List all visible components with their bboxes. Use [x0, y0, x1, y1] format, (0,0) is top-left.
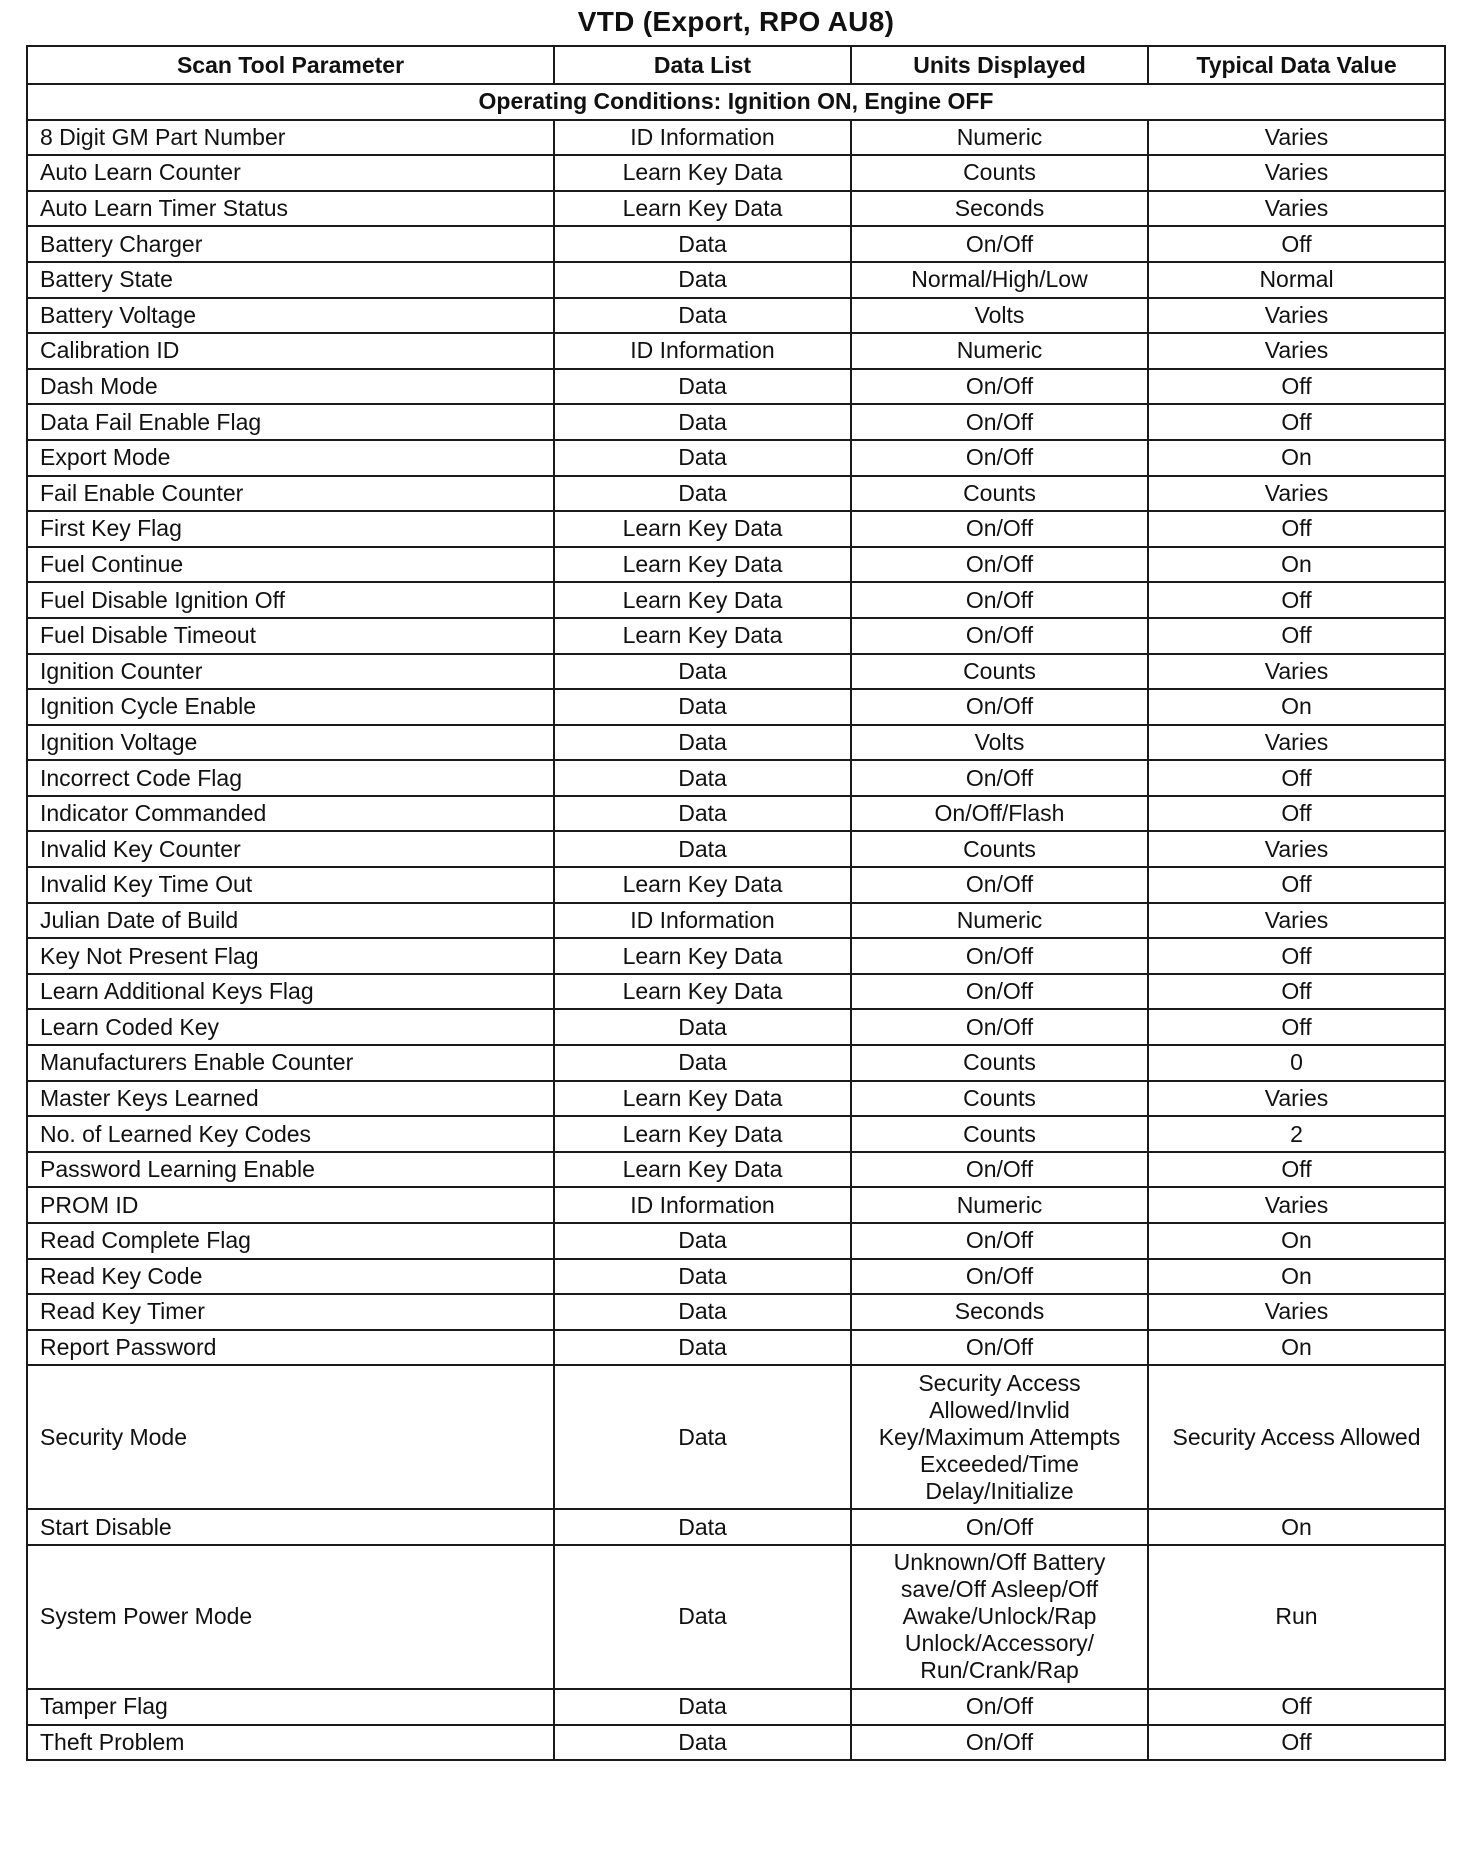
- typical-value-cell: Varies: [1148, 654, 1445, 690]
- data-list-cell: Learn Key Data: [554, 974, 851, 1010]
- parameter-cell: Battery Charger: [27, 226, 554, 262]
- data-list-cell: ID Information: [554, 120, 851, 156]
- units-cell: Counts: [851, 1116, 1148, 1152]
- table-row: [27, 511, 1445, 547]
- units-cell: On/Off: [851, 1259, 1148, 1295]
- data-list-cell: Data: [554, 1509, 851, 1545]
- units-cell: Security Access Allowed/Invlid Key/Maximum Attempts Exceeded/Time Delay/Initialize: [851, 1365, 1148, 1509]
- typical-value-cell: On: [1148, 1509, 1445, 1545]
- table-row: [27, 1725, 1445, 1761]
- typical-value-cell: Off: [1148, 511, 1445, 547]
- data-list-cell: Data: [554, 262, 851, 298]
- units-cell: Counts: [851, 155, 1148, 191]
- units-cell: Numeric: [851, 1187, 1148, 1223]
- table-row: [27, 760, 1445, 796]
- data-list-cell: Data: [554, 1009, 851, 1045]
- header-row: [27, 46, 1445, 84]
- units-cell: On/Off: [851, 1689, 1148, 1725]
- table-row: [27, 547, 1445, 583]
- data-list-cell: Data: [554, 298, 851, 334]
- parameter-cell: Invalid Key Counter: [27, 831, 554, 867]
- data-list-cell: Data: [554, 1545, 851, 1689]
- parameter-cell: Learn Additional Keys Flag: [27, 974, 554, 1010]
- typical-value-cell: Security Access Allowed: [1148, 1365, 1445, 1509]
- typical-value-cell: Off: [1148, 369, 1445, 405]
- data-list-cell: ID Information: [554, 1187, 851, 1223]
- data-list-cell: Data: [554, 1294, 851, 1330]
- operating-conditions-row: [27, 84, 1445, 120]
- table-row: [27, 654, 1445, 690]
- parameter-cell: Auto Learn Counter: [27, 155, 554, 191]
- parameter-cell: Security Mode: [27, 1365, 554, 1509]
- typical-value-cell: Off: [1148, 1152, 1445, 1188]
- data-list-cell: Data: [554, 1330, 851, 1366]
- parameter-cell: Battery Voltage: [27, 298, 554, 334]
- table-row: [27, 1187, 1445, 1223]
- table-row: [27, 796, 1445, 832]
- data-list-cell: Data: [554, 404, 851, 440]
- data-list-cell: Learn Key Data: [554, 867, 851, 903]
- parameter-cell: Manufacturers Enable Counter: [27, 1045, 554, 1081]
- parameter-cell: Tamper Flag: [27, 1689, 554, 1725]
- units-cell: On/Off: [851, 511, 1148, 547]
- header-scan-tool-parameter: Scan Tool Parameter: [27, 46, 554, 84]
- table-row: [27, 689, 1445, 725]
- typical-value-cell: Varies: [1148, 1187, 1445, 1223]
- table-row: [27, 867, 1445, 903]
- data-list-cell: Learn Key Data: [554, 547, 851, 583]
- typical-value-cell: On: [1148, 1223, 1445, 1259]
- typical-value-cell: Varies: [1148, 831, 1445, 867]
- table-row: [27, 1116, 1445, 1152]
- units-cell: On/Off: [851, 582, 1148, 618]
- parameter-cell: Auto Learn Timer Status: [27, 191, 554, 227]
- table-row: [27, 120, 1445, 156]
- data-list-cell: Learn Key Data: [554, 1116, 851, 1152]
- typical-value-cell: On: [1148, 1259, 1445, 1295]
- units-cell: On/Off: [851, 618, 1148, 654]
- table-row: [27, 1009, 1445, 1045]
- typical-value-cell: Varies: [1148, 191, 1445, 227]
- units-cell: On/Off: [851, 760, 1148, 796]
- parameter-cell: Ignition Cycle Enable: [27, 689, 554, 725]
- typical-value-cell: Off: [1148, 1689, 1445, 1725]
- units-cell: Unknown/Off Battery save/Off Asleep/Off Awake/Unlock/Rap Unlock/Accessory/ Run/Crank/Rap: [851, 1545, 1148, 1689]
- table-row: [27, 262, 1445, 298]
- typical-value-cell: Normal: [1148, 262, 1445, 298]
- table-row: [27, 369, 1445, 405]
- typical-value-cell: Varies: [1148, 333, 1445, 369]
- units-cell: On/Off: [851, 1152, 1148, 1188]
- units-cell: On/Off: [851, 867, 1148, 903]
- units-cell: On/Off: [851, 1223, 1148, 1259]
- data-list-cell: Data: [554, 1725, 851, 1761]
- table-row: [27, 938, 1445, 974]
- typical-value-cell: Off: [1148, 582, 1445, 618]
- parameter-cell: Invalid Key Time Out: [27, 867, 554, 903]
- units-cell: Normal/High/Low: [851, 262, 1148, 298]
- data-list-cell: Data: [554, 1365, 851, 1509]
- units-cell: On/Off: [851, 369, 1148, 405]
- parameter-cell: Learn Coded Key: [27, 1009, 554, 1045]
- typical-value-cell: Varies: [1148, 476, 1445, 512]
- units-cell: Seconds: [851, 1294, 1148, 1330]
- typical-value-cell: Varies: [1148, 1294, 1445, 1330]
- typical-value-cell: Off: [1148, 938, 1445, 974]
- data-list-cell: Data: [554, 796, 851, 832]
- units-cell: On/Off: [851, 1009, 1148, 1045]
- data-list-cell: Data: [554, 1689, 851, 1725]
- table-row: [27, 1045, 1445, 1081]
- parameter-cell: Battery State: [27, 262, 554, 298]
- data-list-cell: Learn Key Data: [554, 191, 851, 227]
- units-cell: Numeric: [851, 903, 1148, 939]
- table-row: [27, 831, 1445, 867]
- data-list-cell: Learn Key Data: [554, 582, 851, 618]
- parameter-cell: Password Learning Enable: [27, 1152, 554, 1188]
- typical-value-cell: On: [1148, 1330, 1445, 1366]
- typical-value-cell: Varies: [1148, 725, 1445, 761]
- units-cell: Numeric: [851, 333, 1148, 369]
- units-cell: Counts: [851, 1045, 1148, 1081]
- data-list-cell: Learn Key Data: [554, 618, 851, 654]
- units-cell: On/Off: [851, 547, 1148, 583]
- units-cell: Numeric: [851, 120, 1148, 156]
- parameter-cell: Dash Mode: [27, 369, 554, 405]
- data-list-cell: Learn Key Data: [554, 1081, 851, 1117]
- typical-value-cell: On: [1148, 440, 1445, 476]
- data-list-cell: Data: [554, 654, 851, 690]
- typical-value-cell: 2: [1148, 1116, 1445, 1152]
- parameter-cell: Ignition Voltage: [27, 725, 554, 761]
- parameter-cell: Calibration ID: [27, 333, 554, 369]
- parameter-cell: Read Key Timer: [27, 1294, 554, 1330]
- table-row: [27, 1259, 1445, 1295]
- parameter-cell: Ignition Counter: [27, 654, 554, 690]
- units-cell: Counts: [851, 654, 1148, 690]
- data-list-cell: Learn Key Data: [554, 938, 851, 974]
- parameter-cell: Start Disable: [27, 1509, 554, 1545]
- parameter-cell: Fuel Disable Ignition Off: [27, 582, 554, 618]
- parameter-cell: Theft Problem: [27, 1725, 554, 1761]
- units-cell: On/Off: [851, 440, 1148, 476]
- parameter-cell: Key Not Present Flag: [27, 938, 554, 974]
- units-cell: On/Off: [851, 1725, 1148, 1761]
- table-row: [27, 618, 1445, 654]
- units-cell: On/Off: [851, 974, 1148, 1010]
- typical-value-cell: On: [1148, 547, 1445, 583]
- data-list-cell: Data: [554, 226, 851, 262]
- units-cell: On/Off: [851, 689, 1148, 725]
- parameter-cell: PROM ID: [27, 1187, 554, 1223]
- typical-value-cell: Varies: [1148, 155, 1445, 191]
- parameter-cell: System Power Mode: [27, 1545, 554, 1689]
- units-cell: Counts: [851, 476, 1148, 512]
- parameter-cell: Read Key Code: [27, 1259, 554, 1295]
- table-row: [27, 226, 1445, 262]
- units-cell: On/Off/Flash: [851, 796, 1148, 832]
- table-row: [27, 1365, 1445, 1509]
- parameter-cell: Fuel Continue: [27, 547, 554, 583]
- typical-value-cell: Off: [1148, 1725, 1445, 1761]
- typical-value-cell: Varies: [1148, 1081, 1445, 1117]
- data-list-cell: Learn Key Data: [554, 511, 851, 547]
- table-row: [27, 155, 1445, 191]
- header-typical-data-value: Typical Data Value: [1148, 46, 1445, 84]
- data-list-cell: Data: [554, 689, 851, 725]
- data-list-cell: ID Information: [554, 333, 851, 369]
- typical-value-cell: Run: [1148, 1545, 1445, 1689]
- parameter-cell: Report Password: [27, 1330, 554, 1366]
- table-row: [27, 1689, 1445, 1725]
- data-list-cell: Data: [554, 476, 851, 512]
- table-row: [27, 404, 1445, 440]
- parameter-cell: Incorrect Code Flag: [27, 760, 554, 796]
- units-cell: Volts: [851, 725, 1148, 761]
- data-list-cell: Data: [554, 760, 851, 796]
- typical-value-cell: Off: [1148, 974, 1445, 1010]
- table-row: [27, 903, 1445, 939]
- units-cell: Volts: [851, 298, 1148, 334]
- parameter-cell: Indicator Commanded: [27, 796, 554, 832]
- units-cell: On/Off: [851, 1330, 1148, 1366]
- typical-value-cell: On: [1148, 689, 1445, 725]
- table-row: [27, 974, 1445, 1010]
- units-cell: On/Off: [851, 226, 1148, 262]
- table-row: [27, 1545, 1445, 1689]
- data-list-cell: Data: [554, 1045, 851, 1081]
- parameter-cell: No. of Learned Key Codes: [27, 1116, 554, 1152]
- table-row: [27, 1223, 1445, 1259]
- table-row: [27, 1294, 1445, 1330]
- units-cell: On/Off: [851, 404, 1148, 440]
- typical-value-cell: Varies: [1148, 298, 1445, 334]
- typical-value-cell: Off: [1148, 867, 1445, 903]
- header-data-list: Data List: [554, 46, 851, 84]
- typical-value-cell: Off: [1148, 796, 1445, 832]
- typical-value-cell: Off: [1148, 760, 1445, 796]
- parameter-cell: First Key Flag: [27, 511, 554, 547]
- table-row: [27, 1509, 1445, 1545]
- table-row: [27, 1152, 1445, 1188]
- units-cell: Seconds: [851, 191, 1148, 227]
- table-row: [27, 1081, 1445, 1117]
- vtd-data-table: [26, 45, 1446, 1761]
- data-list-cell: Learn Key Data: [554, 1152, 851, 1188]
- parameter-cell: Master Keys Learned: [27, 1081, 554, 1117]
- units-cell: On/Off: [851, 1509, 1148, 1545]
- data-list-cell: Data: [554, 831, 851, 867]
- table-row: [27, 191, 1445, 227]
- typical-value-cell: Off: [1148, 404, 1445, 440]
- data-list-cell: Data: [554, 440, 851, 476]
- parameter-cell: Export Mode: [27, 440, 554, 476]
- table-row: [27, 298, 1445, 334]
- data-list-cell: ID Information: [554, 903, 851, 939]
- table-row: [27, 725, 1445, 761]
- units-cell: Counts: [851, 831, 1148, 867]
- typical-value-cell: Off: [1148, 226, 1445, 262]
- data-list-cell: Data: [554, 725, 851, 761]
- typical-value-cell: 0: [1148, 1045, 1445, 1081]
- parameter-cell: Julian Date of Build: [27, 903, 554, 939]
- typical-value-cell: Varies: [1148, 120, 1445, 156]
- data-list-cell: Data: [554, 1259, 851, 1295]
- data-list-cell: Data: [554, 1223, 851, 1259]
- typical-value-cell: Off: [1148, 618, 1445, 654]
- table-row: [27, 440, 1445, 476]
- data-list-cell: Data: [554, 369, 851, 405]
- table-row: [27, 582, 1445, 618]
- parameter-cell: Fail Enable Counter: [27, 476, 554, 512]
- typical-value-cell: Off: [1148, 1009, 1445, 1045]
- table-row: [27, 1330, 1445, 1366]
- table-title: VTD (Export, RPO AU8): [577, 6, 895, 37]
- header-units-displayed: Units Displayed: [851, 46, 1148, 84]
- operating-conditions: Operating Conditions: Ignition ON, Engine OFF: [27, 84, 1445, 120]
- table-row: [27, 333, 1445, 369]
- units-cell: Counts: [851, 1081, 1148, 1117]
- data-list-cell: Learn Key Data: [554, 155, 851, 191]
- units-cell: On/Off: [851, 938, 1148, 974]
- parameter-cell: 8 Digit GM Part Number: [27, 120, 554, 156]
- typical-value-cell: Varies: [1148, 903, 1445, 939]
- parameter-cell: Fuel Disable Timeout: [27, 618, 554, 654]
- parameter-cell: Read Complete Flag: [27, 1223, 554, 1259]
- parameter-cell: Data Fail Enable Flag: [27, 404, 554, 440]
- table-row: [27, 476, 1445, 512]
